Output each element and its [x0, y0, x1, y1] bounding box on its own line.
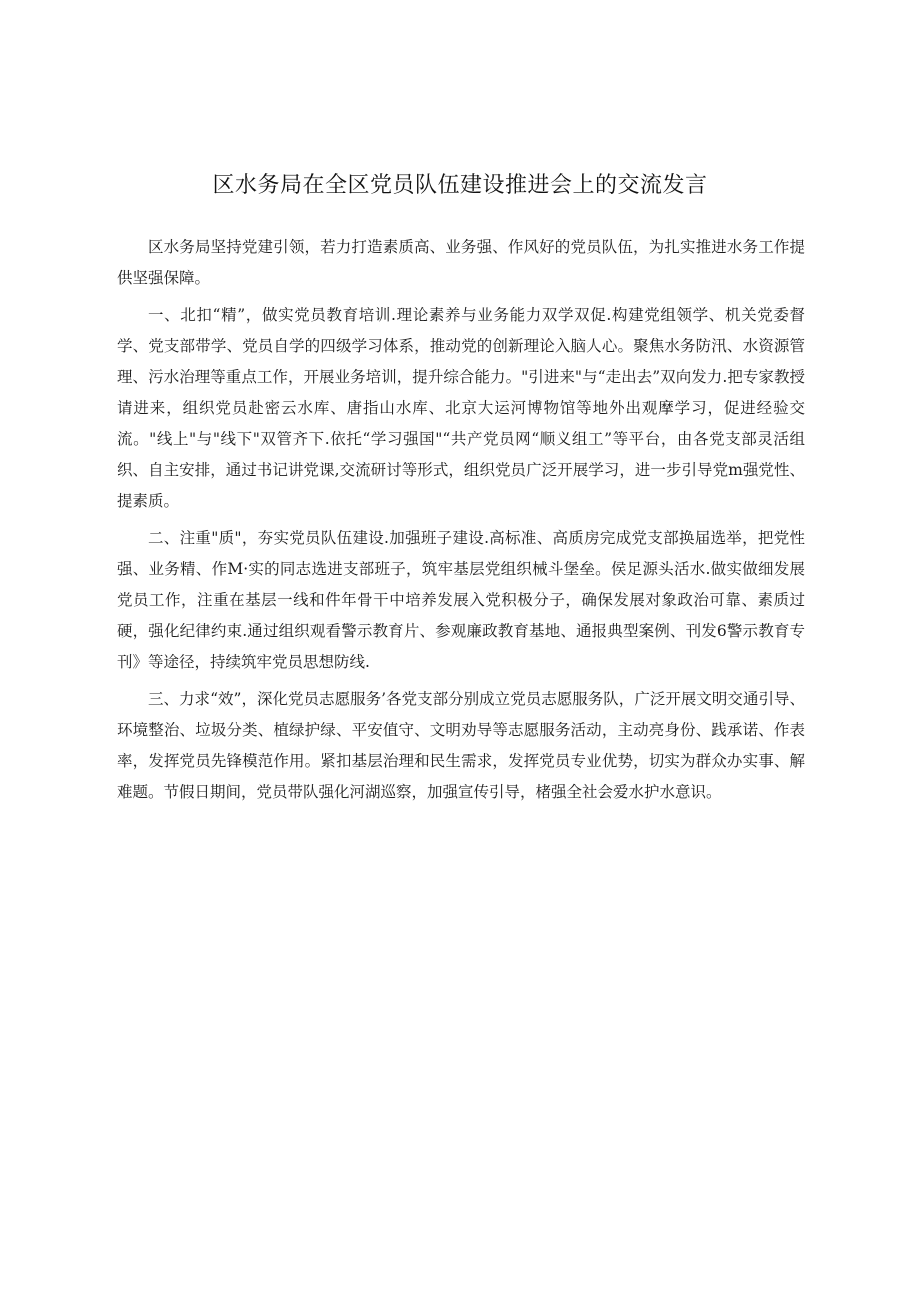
- paragraph-intro: 区水务局坚持党建引领，若力打造素质高、业务强、作风好的党员队伍，为扎实推进水务工作提供坚强保障。: [117, 238, 805, 287]
- paragraph-section-2: 二、注重"质"，夯实党员队伍建设.加强班子建设.高标准、高质房完成党支部换届选举，把党性强、业务精、作M·实的同志选进支部班子，筑牢基层党组织械斗堡垒。侯足源头活水.做实做细发展党员工作，注重在基层一线和件年骨干中培养发展入党积极分子，确保发展对象政治可靠、素质过硬，强化纪律约束.通过组织观看警示教育片、参观廉政教育基地、通报典型案例、刊发6警示教育专刊》等途径，持续筑牢党员思想防线.: [117, 529, 805, 671]
- document-body: [117, 232, 805, 814]
- document-title: 区水务局在全区党员队伍建设推进会上的交流发言: [212, 173, 708, 198]
- paragraph-section-3: 三、力求“效”，深化党员志愿服务’各党支部分别成立党员志愿服务队，广泛开展文明交通引导、环境整治、垃圾分类、植绿护绿、平安值守、文明劝导等志愿服务活动，主动亮身份、践承诺、作表率，发挥党员先锋模范作用。紧扣基层治理和民生需求，发挥党员专业优势，切实为群众办实事、解难题。节假日期间，党员带队强化河湖巡察，加强宣传引导，楮强全社会爱水护水意识。: [117, 690, 805, 801]
- paragraph-section-1: 一、北扣“精”，做实党员教育培训.理论素养与业务能力双学双促.构建党组领学、机关党委督学、党支部带学、党员自学的四级学习体系，推动党的创新理论入脑人心。聚焦水务防汛、水资源管理、污水治理等重点工作，开展业务培训，提升综合能力。"引进来"与“走出去”双向发力.把专家教授请进来，组织党员赴密云水库、唐指山水库、北京大运河博物馆等地外出观摩学习，促进经验交流。"线上"与"线下"双管齐下.依托“学习强国"“共产党员网“顺义组工”等平台，由各党支部灵活组织、自主安排，通过书记讲党课,交流研讨等形式，组织党员广泛开展学习，进一步引导党m强党性、提素质。: [117, 306, 805, 510]
